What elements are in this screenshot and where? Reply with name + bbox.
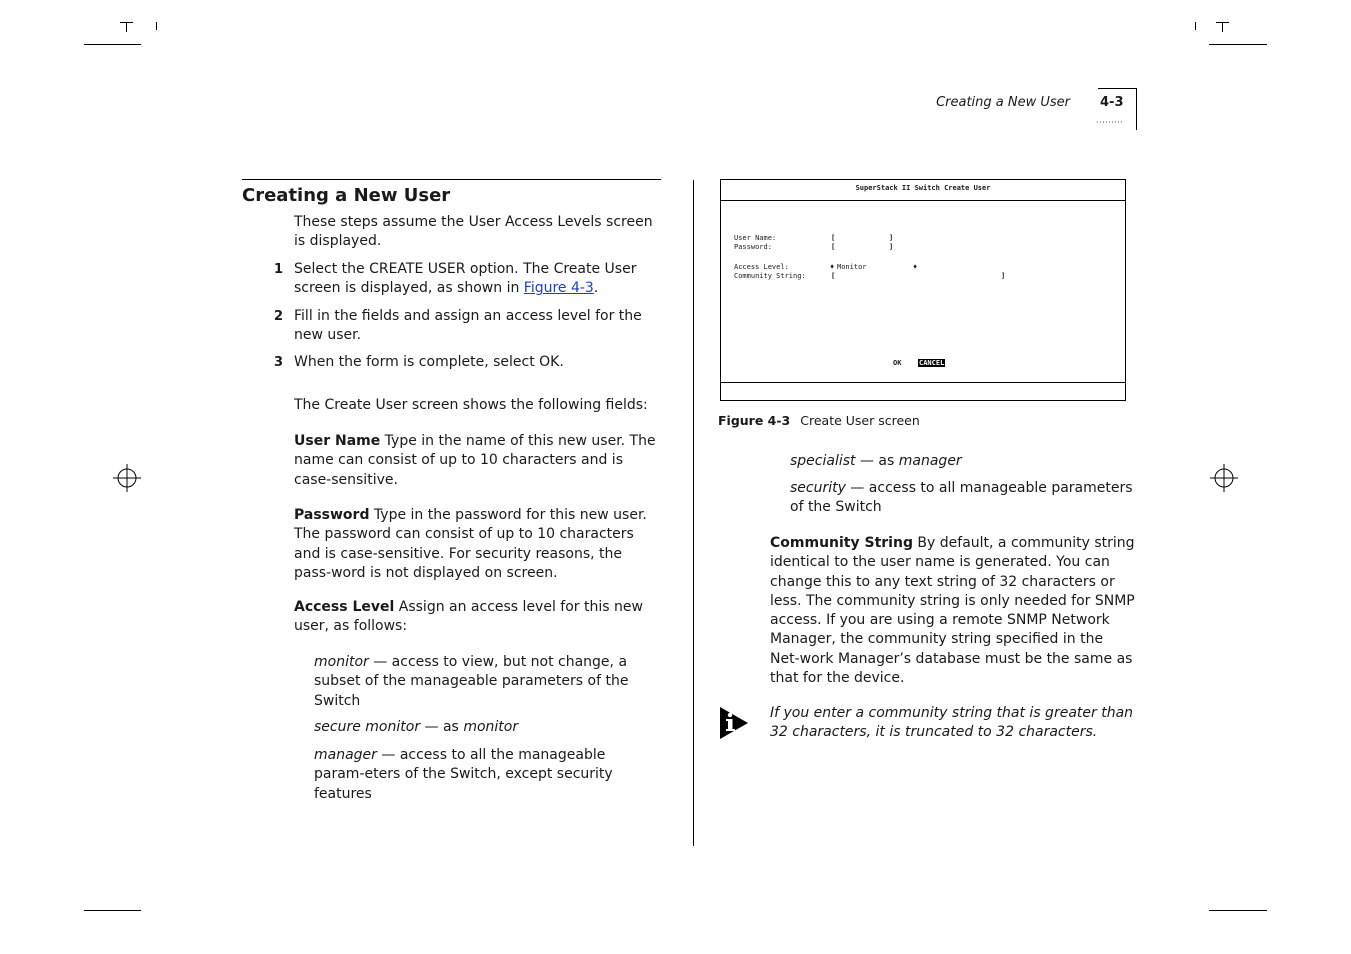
level-monitor: monitor — access to view, but not change, a subset of the manageable parameters of the Switch [314, 654, 629, 709]
level-specialist: specialist — as manager [790, 453, 962, 469]
screen-footer-rule [721, 382, 1125, 383]
crop-mark [1209, 44, 1267, 45]
running-title: Creating a New User [936, 95, 1070, 110]
header-dots: ········· [1096, 118, 1124, 127]
step-3: When the form is complete, select OK. [294, 354, 564, 370]
ok-button: OK [893, 359, 902, 367]
bracket: [ [831, 243, 836, 251]
step-number: 2 [274, 309, 284, 324]
section-title: Creating a New User [242, 185, 451, 206]
crop-mark [1195, 22, 1196, 30]
crop-mark [1216, 22, 1229, 23]
crop-mark [84, 44, 141, 45]
level-security: security — access to all manageable parameters of the Switch [790, 480, 1133, 516]
term: Password [294, 507, 370, 523]
screen-title-rule [721, 200, 1125, 201]
intro-paragraph: These steps assume the User Access Levels screen is displayed. [294, 214, 653, 250]
figure-caption-text: Create User screen [800, 413, 920, 428]
crop-mark [1209, 910, 1267, 911]
header-rule [1098, 88, 1137, 89]
user-name-label: User Name: [734, 234, 777, 242]
password-description: Password Type in the password for this new user. The password can consist of up to 10 characters and is case-sensitive. For security reasons, the pass-word is not displayed on screen. [294, 507, 647, 581]
step-1-line1: Select the CREATE USER option. The Create User [294, 261, 637, 277]
column-divider [693, 180, 694, 846]
screen-title: SuperStack II Switch Create User [855, 184, 991, 192]
crop-mark [1222, 22, 1223, 32]
community-string-description: Community String By default, a community string identical to the user name is generated. You can change this to any text string of 32 characters or less. The community string is only needed for SNMP access. If you are using a remote SNMP Network Manager, the community string specified in the Net-work Manager’s database must be the same as that for the device. [770, 535, 1135, 687]
step-number: 1 [274, 262, 284, 277]
level-manager: manager — access to all the manageable param-eters of the Switch, except security features [314, 747, 613, 802]
page-number: 4-3 [1100, 95, 1124, 110]
cancel-button: CANCEL [919, 359, 945, 367]
term: Access Level [294, 599, 395, 615]
user-name-description: User Name Type in the name of this new user. The name can consist of up to 10 characters and is case-sensitive. [294, 433, 656, 488]
crop-mark [126, 22, 127, 32]
figure-label: Figure 4-3 [718, 413, 791, 428]
fields-intro: The Create User screen shows the following fields: [294, 397, 648, 413]
registration-target-icon [1209, 463, 1239, 493]
bracket: [ [831, 272, 836, 280]
step-number: 3 [274, 355, 284, 370]
step-2: Fill in the fields and assign an access level for the new user. [294, 308, 642, 344]
access-level-arrow-icon: ♦ [830, 263, 835, 271]
access-level-value: Monitor [837, 263, 867, 271]
figure-caption [718, 413, 920, 428]
bracket: ] [889, 243, 894, 251]
header-rule [1136, 88, 1137, 130]
access-level-arrow-icon: ♦ [913, 263, 918, 271]
bracket: [ [831, 234, 836, 242]
access-level-description: Access Level Assign an access level for this new user, as follows: [294, 599, 643, 635]
crop-mark [84, 910, 141, 911]
figure-link[interactable]: Figure 4-3 [523, 280, 594, 297]
step-1: Select the CREATE USER option. The Create User screen is displayed, as shown in Figure 4-3. [294, 261, 637, 297]
note-text: If you enter a community string that is greater than 32 characters, it is truncated to 32 characters. [770, 705, 1134, 741]
password-label: Password: [734, 243, 772, 251]
step-1-line2: screen is displayed, as shown in [294, 280, 524, 297]
access-level-label: Access Level: [734, 263, 789, 271]
create-user-screen-figure [720, 179, 1126, 401]
bracket: ] [1001, 272, 1006, 280]
term: User Name [294, 433, 381, 449]
term: Community String [770, 535, 913, 551]
registration-target-icon [112, 463, 142, 493]
level-secure-monitor: secure monitor — as monitor [314, 719, 519, 735]
crop-mark [120, 22, 133, 23]
section-rule [242, 179, 661, 180]
info-arrow-icon [719, 706, 749, 740]
bracket: ] [889, 234, 894, 242]
community-string-label: Community String: [734, 272, 806, 280]
crop-mark [156, 22, 157, 30]
